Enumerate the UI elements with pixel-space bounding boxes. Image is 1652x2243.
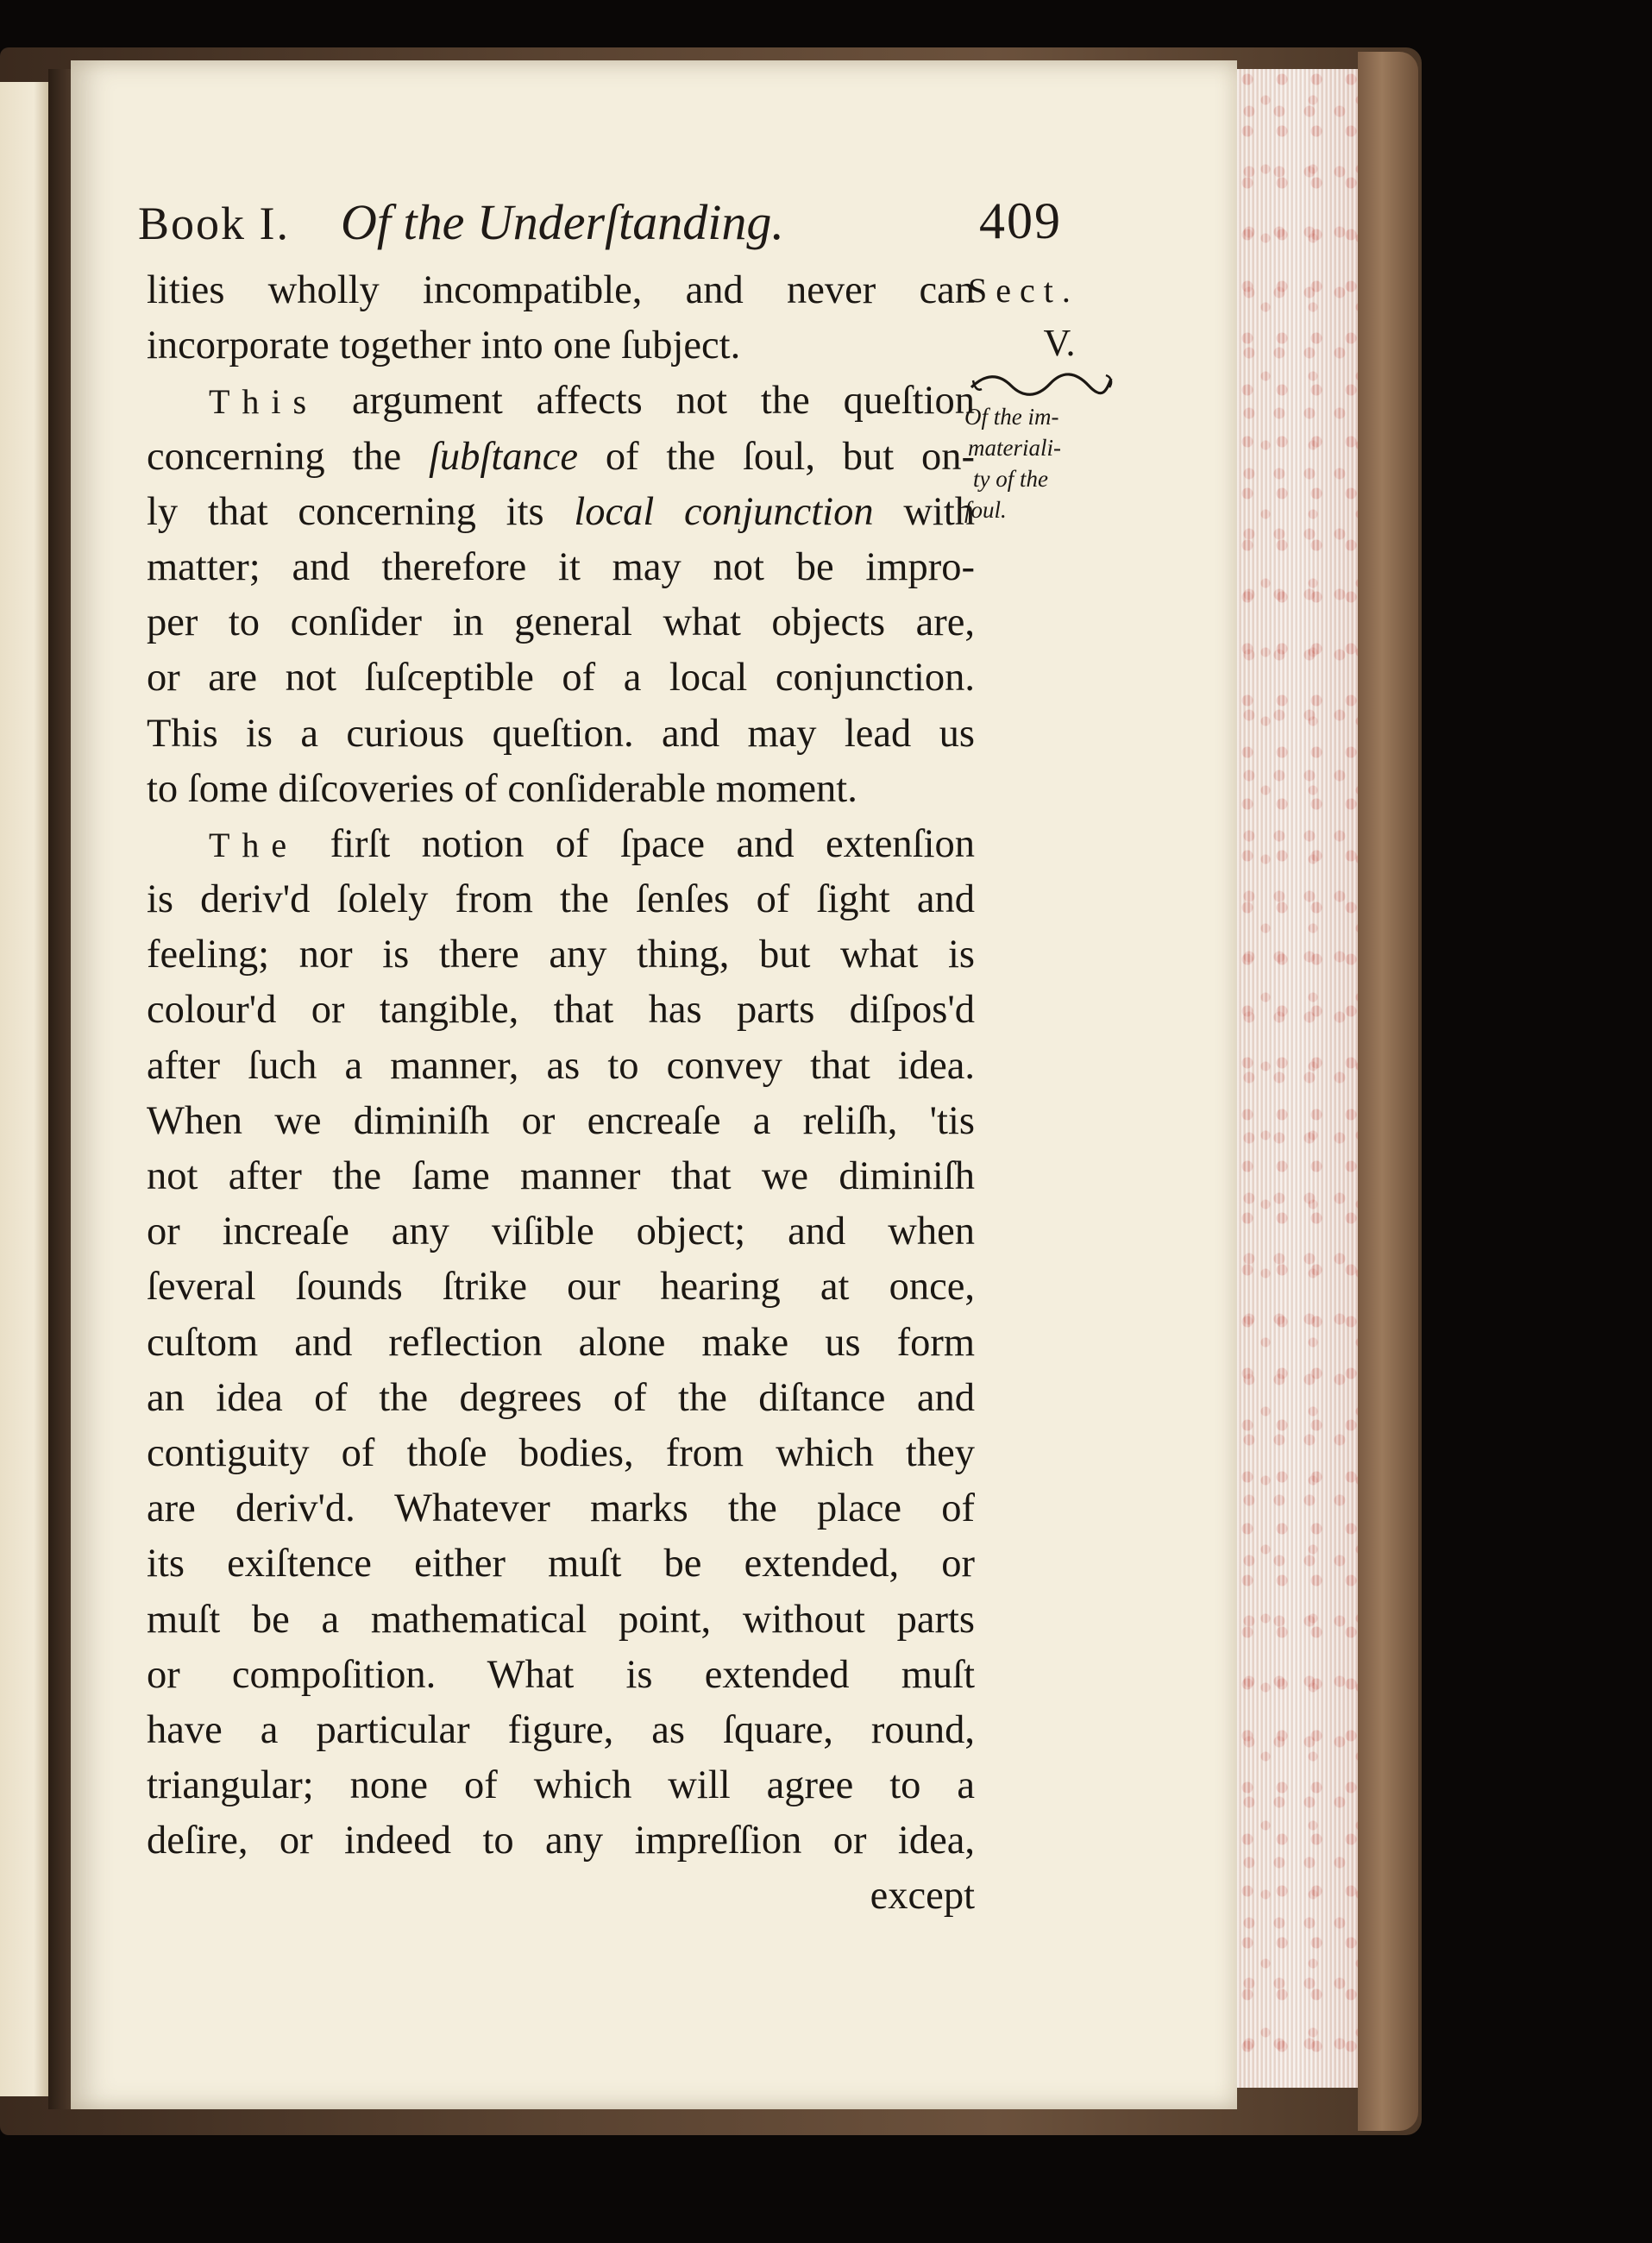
running-head-book: Book I. xyxy=(138,198,290,249)
text-line xyxy=(147,430,975,485)
text-line: contiguity of thoſe bodies, from which they xyxy=(147,1430,975,1475)
text-line: muſt be a mathematical point, without parts xyxy=(147,1597,975,1642)
text-line: its exiſtence either muſt be extended, or xyxy=(147,1542,975,1586)
text-line: to ſome diſcoveries of conſiderable moment. xyxy=(147,766,857,811)
facing-page-edge xyxy=(0,82,52,2096)
text-line: incorporate together into one ſubject. xyxy=(147,324,741,368)
text-fragment: with xyxy=(903,489,975,534)
text-line: When we diminiſh or encreaſe a reliſh, 'tis xyxy=(147,1098,975,1143)
gutter-shadow xyxy=(48,69,72,2109)
small-caps-word: The xyxy=(209,825,299,864)
board-edge xyxy=(1358,52,1418,2131)
text-line: ſeveral ſounds ſtrike our hearing at once, xyxy=(147,1265,975,1310)
text-line: after ſuch a manner, as to convey that idea. xyxy=(147,1043,975,1088)
running-head-title: Of the Underſtanding. xyxy=(341,194,784,250)
text-line: or are not ſuſceptible of a local conjunction. xyxy=(147,656,975,701)
margin-note-line: Of the im- xyxy=(964,404,1059,430)
margin-note xyxy=(964,401,1128,525)
text-fragment: of the ſoul, but on- xyxy=(605,434,975,479)
sprinkled-fore-edge xyxy=(1237,69,1363,2088)
text-line: cuſtom and reflection alone make us form xyxy=(147,1320,975,1365)
margin-note-line: materiali- xyxy=(968,435,1061,461)
text-line: have a particular figure, as ſquare, round, xyxy=(147,1707,975,1752)
italic-word: ſubſtance xyxy=(429,434,579,479)
margin-notes xyxy=(964,263,1128,525)
text-line: triangular; none of which will agree to a xyxy=(147,1763,975,1808)
text-line: deſire, or indeed to any impreſſion or idea, xyxy=(147,1819,975,1863)
text-line: feeling; nor is there any thing, but what is xyxy=(147,933,975,977)
text-line: are deriv'd. Whatever marks the place of xyxy=(147,1486,975,1531)
ornament-icon xyxy=(968,370,1115,399)
section-label: Sect. xyxy=(968,271,1079,310)
text-line xyxy=(147,374,975,429)
text-line: not after the ſame manner that we diminiſh xyxy=(147,1154,975,1198)
text-line: colour'd or tangible, that has parts diſpos'd xyxy=(147,988,975,1033)
text-line: or increaſe any viſible object; and when xyxy=(147,1209,975,1254)
text-fragment: argument affects not the queſtion xyxy=(352,379,975,424)
text-line xyxy=(147,817,975,872)
text-line xyxy=(147,485,975,540)
section-number: V. xyxy=(1043,322,1076,364)
margin-note-line: ty of the xyxy=(973,466,1048,492)
page-number: 409 xyxy=(979,192,1062,249)
text-fragment: ly that concerning its xyxy=(147,489,544,534)
text-fragment: firſt notion of ſpace and extenſion xyxy=(330,821,975,866)
small-caps-word: This xyxy=(209,382,319,422)
text-line: or compoſition. What is extended muſt xyxy=(147,1652,975,1697)
text-line: an idea of the degrees of the diſtance and xyxy=(147,1375,975,1420)
body-text xyxy=(147,263,975,1925)
margin-note-line: ſoul. xyxy=(964,497,1007,523)
text-line: This is a curious queſtion. and may lead us xyxy=(147,711,975,756)
catchword: except xyxy=(870,1874,975,1919)
text-line: matter; and therefore it may not be impro- xyxy=(147,544,975,589)
italic-phrase: local conjunction xyxy=(574,489,874,534)
text-line: is deriv'd ſolely from the ſenſes of ſight and xyxy=(147,877,975,922)
text-line: lities wholly incompatible, and never can xyxy=(147,268,975,312)
text-line: per to conſider in general what objects are, xyxy=(147,600,975,645)
text-fragment: concerning the xyxy=(147,434,402,479)
running-head xyxy=(138,192,1087,257)
